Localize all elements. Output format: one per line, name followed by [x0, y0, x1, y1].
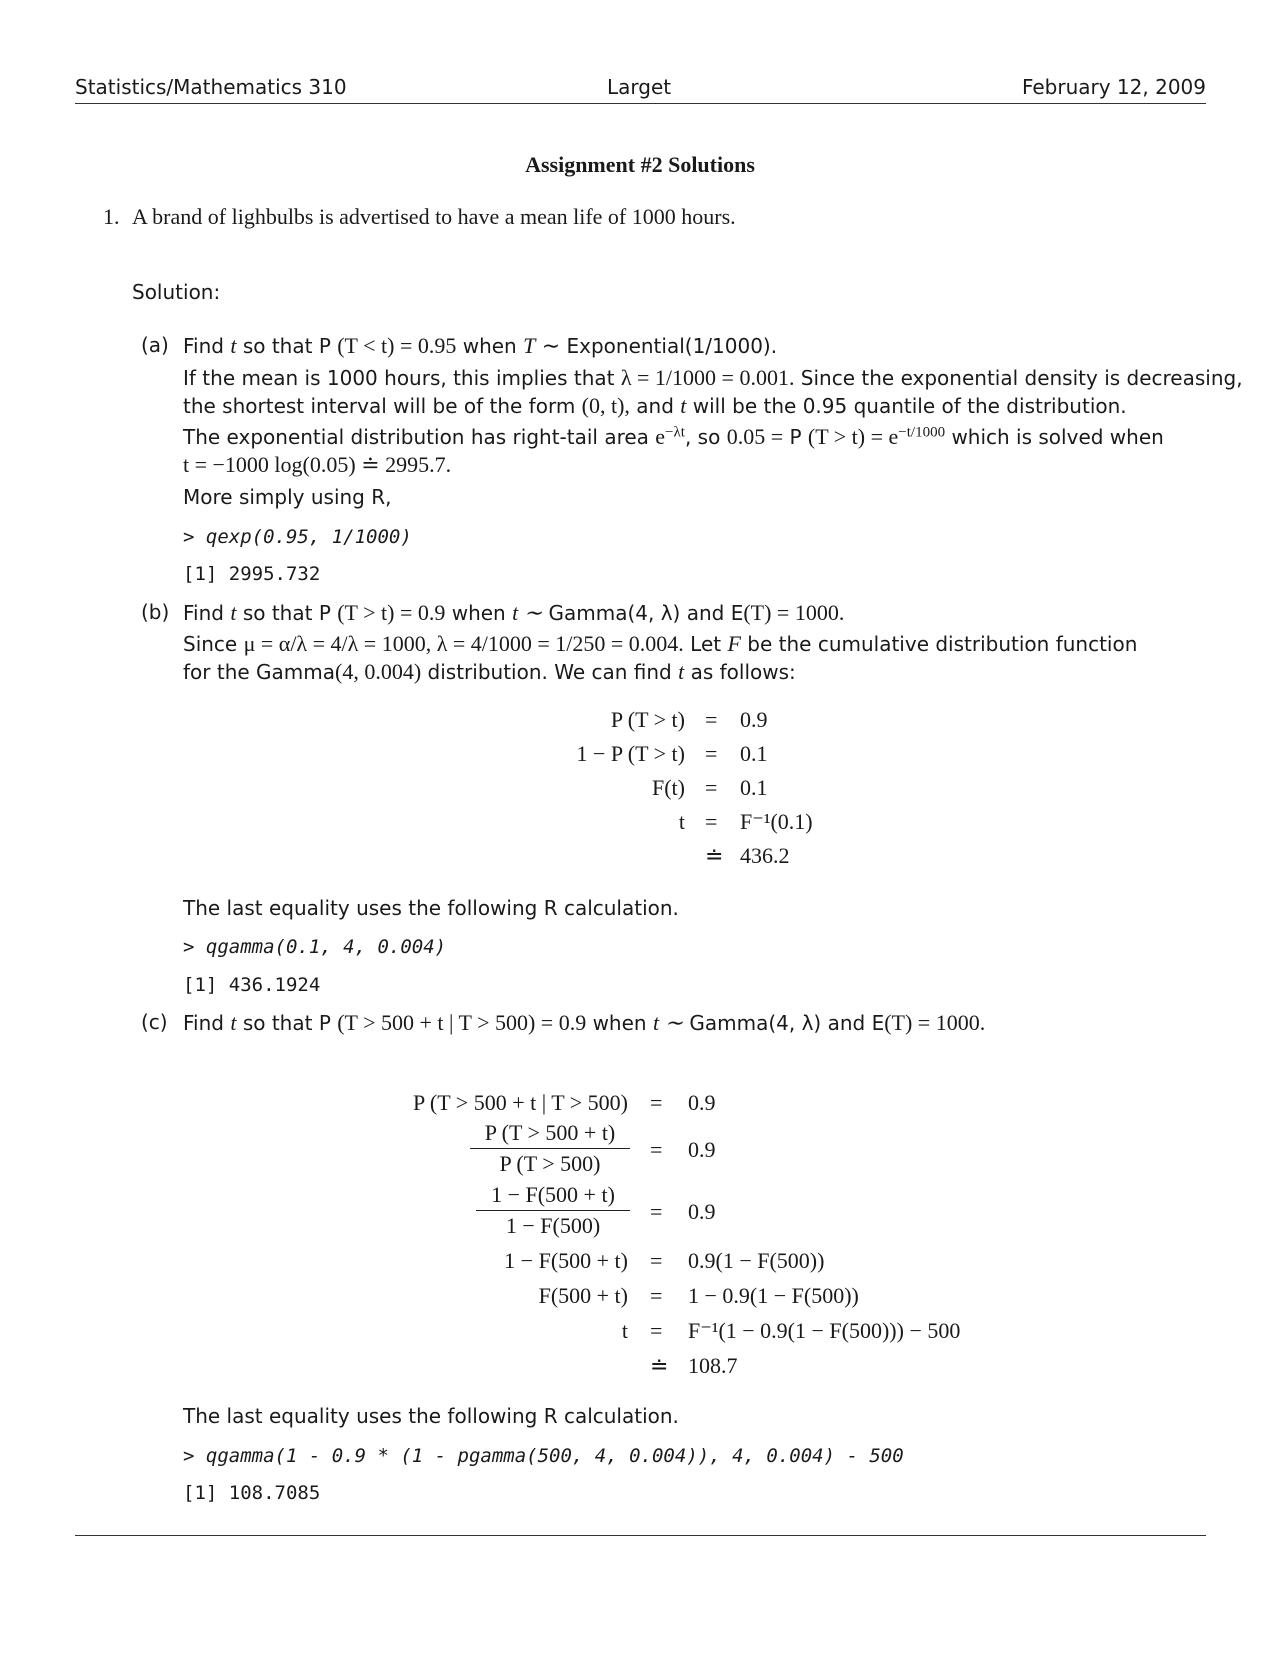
- eq-c-rel: =: [650, 1199, 663, 1224]
- eq-c-rel: =: [650, 1283, 663, 1308]
- eq-b-rel: =: [705, 775, 718, 800]
- part-c-note: The last equality uses the following R calculation.: [183, 1404, 679, 1428]
- eq-b-rhs: 0.1: [740, 775, 768, 800]
- eq-c-rhs: 108.7: [688, 1353, 738, 1378]
- eq-c-lhs: 1 − F(500 + t): [504, 1248, 628, 1273]
- eq-c-rhs: 0.9(1 − F(500)): [688, 1248, 825, 1273]
- eq-c-lhs: P (T > 500 + t | T > 500): [413, 1090, 628, 1115]
- page-title: Assignment #2 Solutions: [525, 152, 755, 177]
- eq-c-rel: =: [650, 1090, 663, 1115]
- header-date: February 12, 2009: [1021, 75, 1206, 99]
- part-b-line2: for the Gamma(4, 0.004) distribution. We can find t as follows:: [183, 659, 796, 684]
- eq-b-rel: =: [705, 707, 718, 732]
- footer-rule: [75, 1535, 1206, 1536]
- part-b-question: Find t so that P (T > t) = 0.9 when t ∼ Gamma(4, λ) and E(T) = 1000.: [183, 600, 845, 625]
- eq-c-rhs: 0.9: [688, 1090, 716, 1115]
- fraction-numerator: 1 − F(500 + t): [476, 1182, 630, 1211]
- eq-c-rhs: 0.9: [688, 1199, 716, 1224]
- eq-b-rhs: 0.1: [740, 741, 768, 766]
- part-b-label: (b): [141, 600, 170, 624]
- eq-b-lhs: P (T > t): [610, 707, 685, 732]
- eq-c-lhs: F(500 + t): [538, 1283, 628, 1308]
- problem-number: 1.: [103, 204, 120, 229]
- eq-b-rhs: 0.9: [740, 707, 768, 732]
- part-a-question: Find t so that P (T < t) = 0.95 when T ∼ Exponential(1/1000).: [183, 333, 778, 358]
- eq-c-rel: =: [650, 1137, 663, 1162]
- fraction-numerator: P (T > 500 + t): [470, 1120, 630, 1149]
- fraction-denominator: P (T > 500): [499, 1151, 601, 1176]
- part-a-r-output: [1] 2995.732: [183, 563, 321, 585]
- part-a-line3: The exponential distribution has right-tail area $e^{-\lambda t}$, so 0.05 = P $(T > t) = e^{-t/1000}$ which is solved when: [183, 424, 1164, 449]
- eq-c-lhs: t: [621, 1318, 628, 1343]
- eq-b-rel: =: [705, 809, 718, 834]
- header-rule: [75, 103, 1206, 104]
- part-a-line4: t = −1000 log(0.05) ≐ 2995.7.: [183, 452, 452, 477]
- eq-c-fraction: [476, 1182, 630, 1239]
- part-a-line5: More simply using R,: [183, 485, 392, 509]
- eq-c-fraction: [470, 1120, 630, 1177]
- part-a-label: (a): [141, 333, 169, 357]
- eq-c-rel: ≐: [650, 1353, 669, 1378]
- eq-b-rel: ≐: [705, 843, 724, 868]
- eq-c-rel: =: [650, 1318, 663, 1343]
- part-b-r-output: [1] 436.1924: [183, 974, 321, 996]
- eq-c-rel: =: [650, 1248, 663, 1273]
- part-b-note: The last equality uses the following R calculation.: [183, 896, 679, 920]
- part-c-r-input: > qgamma(1 - 0.9 * (1 - pgamma(500, 4, 0.004)), 4, 0.004) - 500: [183, 1445, 904, 1467]
- eq-c-rhs: 0.9: [688, 1137, 716, 1162]
- part-b-r-input: > qgamma(0.1, 4, 0.004): [183, 936, 447, 958]
- course-name: Statistics/Mathematics 310: [75, 75, 347, 99]
- eq-b-lhs: F(t): [652, 775, 685, 800]
- fraction-denominator: 1 − F(500): [505, 1213, 601, 1238]
- part-c-question: Find t so that P (T > 500 + t | T > 500) = 0.9 when t ∼ Gamma(4, λ) and E(T) = 1000.: [183, 1010, 986, 1035]
- part-a-line2: the shortest interval will be of the form (0, t), and t will be the 0.95 quantile of the distribution.: [183, 393, 1127, 418]
- eq-b-rhs: F⁻¹(0.1): [740, 809, 813, 834]
- eq-b-rel: =: [705, 741, 718, 766]
- eq-b-lhs: t: [678, 809, 685, 834]
- eq-b-lhs: 1 − P (T > t): [576, 741, 685, 766]
- part-b-line1: Since μ = α/λ = 4/λ = 1000, λ = 4/1000 = 1/250 = 0.004. Let F be the cumulative distribution function: [183, 631, 1138, 656]
- solution-label: Solution:: [132, 280, 221, 304]
- part-c-label: (c): [141, 1010, 168, 1034]
- problem-statement: A brand of lighbulbs is advertised to have a mean life of 1000 hours.: [132, 204, 736, 229]
- part-a-line1: If the mean is 1000 hours, this implies that λ = 1/1000 = 0.001. Since the exponential density is decreasing,: [183, 365, 1243, 390]
- eq-c-rhs: F⁻¹(1 − 0.9(1 − F(500))) − 500: [688, 1318, 961, 1343]
- eq-c-rhs: 1 − 0.9(1 − F(500)): [688, 1283, 859, 1308]
- instructor-name: Larget: [607, 75, 672, 99]
- part-c-r-output: [1] 108.7085: [183, 1482, 321, 1504]
- eq-b-rhs: 436.2: [740, 843, 790, 868]
- part-a-r-input: > qexp(0.95, 1/1000): [183, 526, 412, 548]
